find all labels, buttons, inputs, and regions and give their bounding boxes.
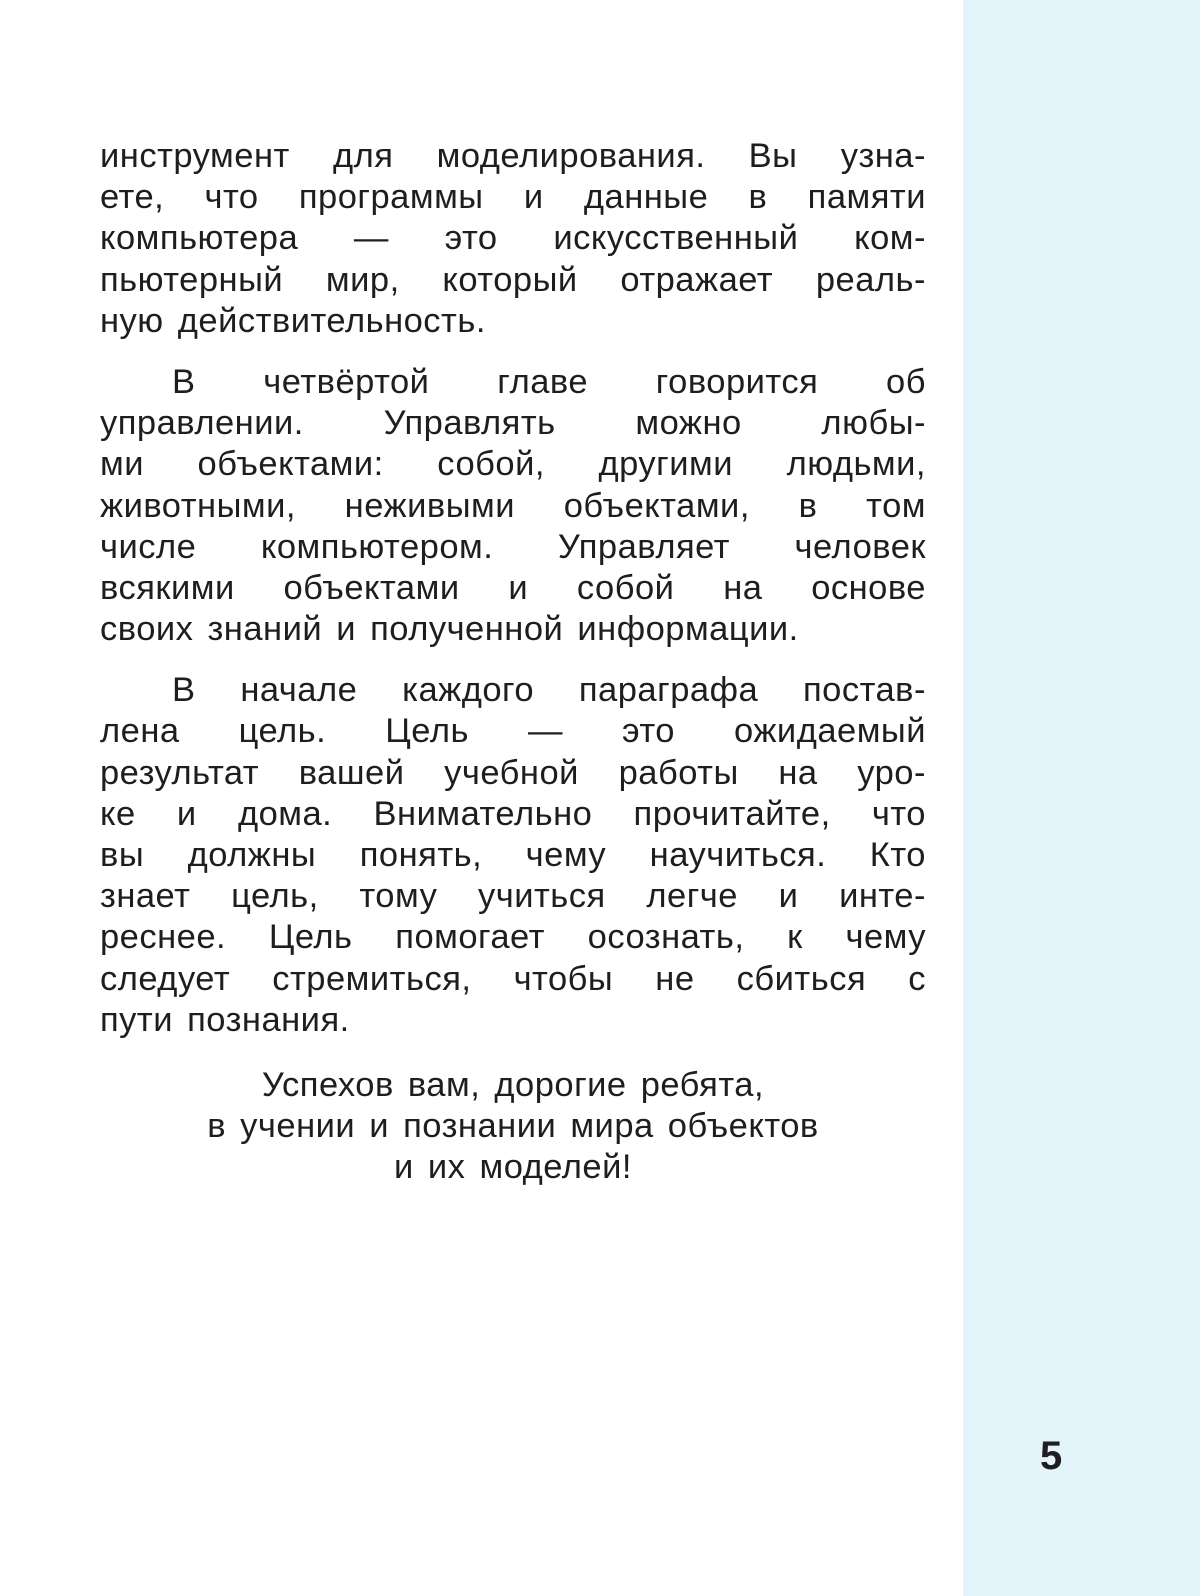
text-line: всякими объектами и собой на основе [100,568,926,607]
page-side-strip [963,0,1200,1596]
text-line: вы должны понять, чему научиться. Кто [100,836,926,874]
text-line: своих знаний и полученной информации. [100,610,799,649]
text-line: следует стремиться, чтобы не сбиться с [100,959,926,998]
text-line: ную действительность. [100,301,486,340]
text-line: управлении. Управлять можно любы- [100,404,926,443]
text-line: результат вашей учебной работы на уро- [100,753,926,792]
text-line: лена цель. Цель — это ожидаемый [100,712,926,751]
text-line: ми объектами: собой, другими людьми, [100,445,926,484]
text-line: компьютера — это искусственный ком- [100,219,926,258]
text-line: реснее. Цель помогает осознать, к чему [100,918,926,957]
text-line: ке и дома. Внимательно прочитайте, что [100,794,926,833]
closing-wish [100,1065,926,1189]
text-line: числе компьютером. Управляет человек [100,527,926,566]
text-line: В начале каждого параграфа постав- [172,671,926,710]
text-line: инструмент для моделирования. Вы узна- [100,137,926,175]
text-line: пути познания. [100,1000,350,1039]
closing-line: в учении и познании мира объектов [207,1107,819,1146]
page-number: 5 [1040,1434,1063,1478]
text-line: ете, что программы и данные в памяти [100,178,926,217]
paragraph-gap [100,342,926,362]
main-text [100,136,926,1041]
text-line: В четвёртой главе говорится об [172,362,926,401]
paragraph-gap [100,650,926,670]
closing-line: Успехов вам, дорогие ребята, [261,1066,765,1104]
text-line: пьютерный мир, который отражает реаль- [100,260,926,299]
text-line: знает цель, тому учиться легче и инте- [100,877,926,916]
text-line: животными, неживыми объектами, в том [100,486,926,525]
closing-line: и их моделей! [394,1148,632,1187]
